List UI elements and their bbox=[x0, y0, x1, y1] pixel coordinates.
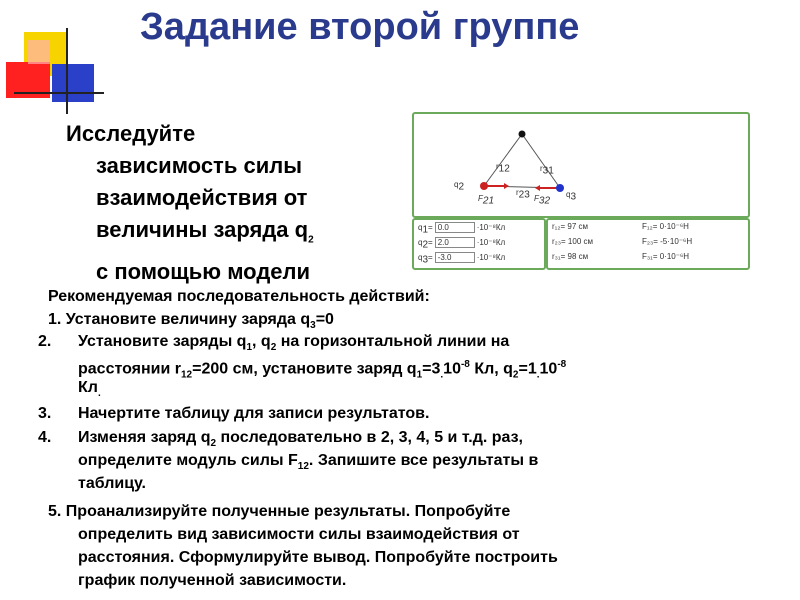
intro-subscript: 2 bbox=[308, 234, 314, 246]
label-r23: $r_{23}$ bbox=[516, 188, 530, 201]
force-readout: F₃₁= 0·10⁻⁶Н bbox=[642, 252, 690, 261]
charge-label: q bbox=[418, 238, 423, 247]
charge-value-input[interactable]: 2.0 bbox=[435, 237, 475, 248]
charge-label-sub: 1 bbox=[422, 224, 429, 236]
line-r31 bbox=[522, 134, 560, 188]
step-5-line-2: определить вид зависимости силы взаимодействия от bbox=[78, 526, 520, 543]
readout-row bbox=[552, 252, 689, 261]
charge-q3[interactable] bbox=[556, 184, 564, 192]
charges-diagram bbox=[414, 114, 748, 216]
step-1: 1. Установите величину заряда $q_3=0$ bbox=[48, 311, 334, 332]
intro-text bbox=[66, 118, 396, 288]
decor-square-blue bbox=[52, 64, 94, 102]
charges-panel bbox=[412, 218, 546, 270]
charge-value-input[interactable]: 0.0 bbox=[435, 222, 475, 233]
charge-row: $q_2= 2.0 \cdot 10^{-8}Кл$ bbox=[418, 238, 506, 251]
step-5-line-4: график полученной зависимости. bbox=[78, 572, 347, 589]
charge-label-sub: 2 bbox=[422, 239, 429, 251]
step-2-line-3: $Кл_.$ bbox=[78, 379, 101, 400]
charge-label-sub: 3 bbox=[422, 254, 429, 266]
intro-line: с помощью модели bbox=[96, 259, 311, 285]
readout-panel bbox=[546, 218, 750, 270]
step-3-number: 3. bbox=[38, 405, 52, 422]
step-2-number: 2. bbox=[38, 333, 52, 350]
decor-line-horizontal bbox=[14, 92, 104, 94]
step-5-line-1: 5. Проанализируйте полученные результаты. Попробуйте bbox=[48, 503, 511, 520]
charge-row: $q_3= -3.0 \cdot 10^{-8}Кл$ bbox=[418, 253, 506, 266]
force-f32-head bbox=[535, 185, 540, 191]
intro-line: взаимодействия от bbox=[96, 185, 308, 210]
step-2-line-1: Установите заряды $q_1$, $q_2$ на горизонтальной линии на bbox=[78, 333, 510, 354]
charge-row: $q_1= 0.0 \cdot 10^{-8}Кл$ bbox=[418, 223, 506, 236]
force-readout: F₁₂= 0·10⁻⁶Н bbox=[642, 222, 689, 231]
decor-line-vertical bbox=[66, 28, 68, 114]
charge-label: q bbox=[418, 253, 423, 262]
charge-unit: ·10⁻⁸Кл bbox=[476, 253, 506, 262]
line-r12 bbox=[484, 134, 522, 186]
distance-readout: r₃₁= 98 см bbox=[552, 252, 589, 261]
readout-row bbox=[552, 222, 689, 231]
distance-readout: r₂₃= 100 см bbox=[552, 237, 593, 246]
force-readout: F₂₃= -5·10⁻⁶Н bbox=[642, 237, 693, 246]
step-5-line-3: расстояния. Сформулируйте вывод. Попробуйте построить bbox=[78, 549, 558, 566]
intro-line: Исследуйте bbox=[66, 121, 196, 146]
step-4-number: 4. bbox=[38, 429, 52, 446]
label-f21: $F_{21}$ bbox=[478, 194, 495, 207]
intro-line bbox=[66, 214, 396, 256]
charge-q1[interactable] bbox=[519, 131, 526, 138]
page-title: Задание второй группе bbox=[140, 6, 580, 48]
intro-line-text: величины заряда q bbox=[96, 217, 309, 242]
step-4-line-3: таблицу. bbox=[78, 475, 146, 492]
charge-label: q bbox=[418, 223, 423, 232]
force-f21-head bbox=[504, 183, 509, 189]
step-2-line-2: расстоянии $r_{12}=200$ см, установите заряд $q_1=3_.10^{-8}$ Кл, $q_2=1_.10^{-8}$ bbox=[78, 359, 567, 381]
steps-heading: Рекомендуемая последовательность действий: bbox=[48, 288, 430, 305]
charge-unit: ·10⁻⁸Кл bbox=[476, 223, 506, 232]
readout-row bbox=[552, 237, 692, 246]
label-r31: $r_{31}$ bbox=[540, 164, 554, 177]
step-4-line-1: Изменяя заряд $q_2$ последовательно в 2, 3, 4, 5 и т.д. раз, bbox=[78, 429, 523, 450]
step-3: Начертите таблицу для записи результатов. bbox=[78, 405, 430, 422]
diagram-panel bbox=[412, 112, 750, 218]
intro-line: зависимость силы bbox=[96, 153, 302, 178]
charge-value-input[interactable]: -3.0 bbox=[435, 252, 475, 263]
charge-unit: ·10⁻⁸Кл bbox=[476, 238, 506, 247]
simulation-model bbox=[412, 112, 750, 268]
charge-q2[interactable] bbox=[480, 182, 488, 190]
step-4-line-2: определите модуль силы $F_{12}$. Запишите все результаты в bbox=[78, 452, 539, 473]
label-q3: $q_3$ bbox=[566, 190, 577, 203]
decor-square-pink bbox=[28, 40, 50, 64]
distance-readout: r₁₂= 97 см bbox=[552, 222, 588, 231]
label-f32: $F_{32}$ bbox=[534, 194, 551, 207]
label-q2: $q_2$ bbox=[454, 180, 465, 193]
label-r12: $r_{12}$ bbox=[496, 162, 510, 175]
